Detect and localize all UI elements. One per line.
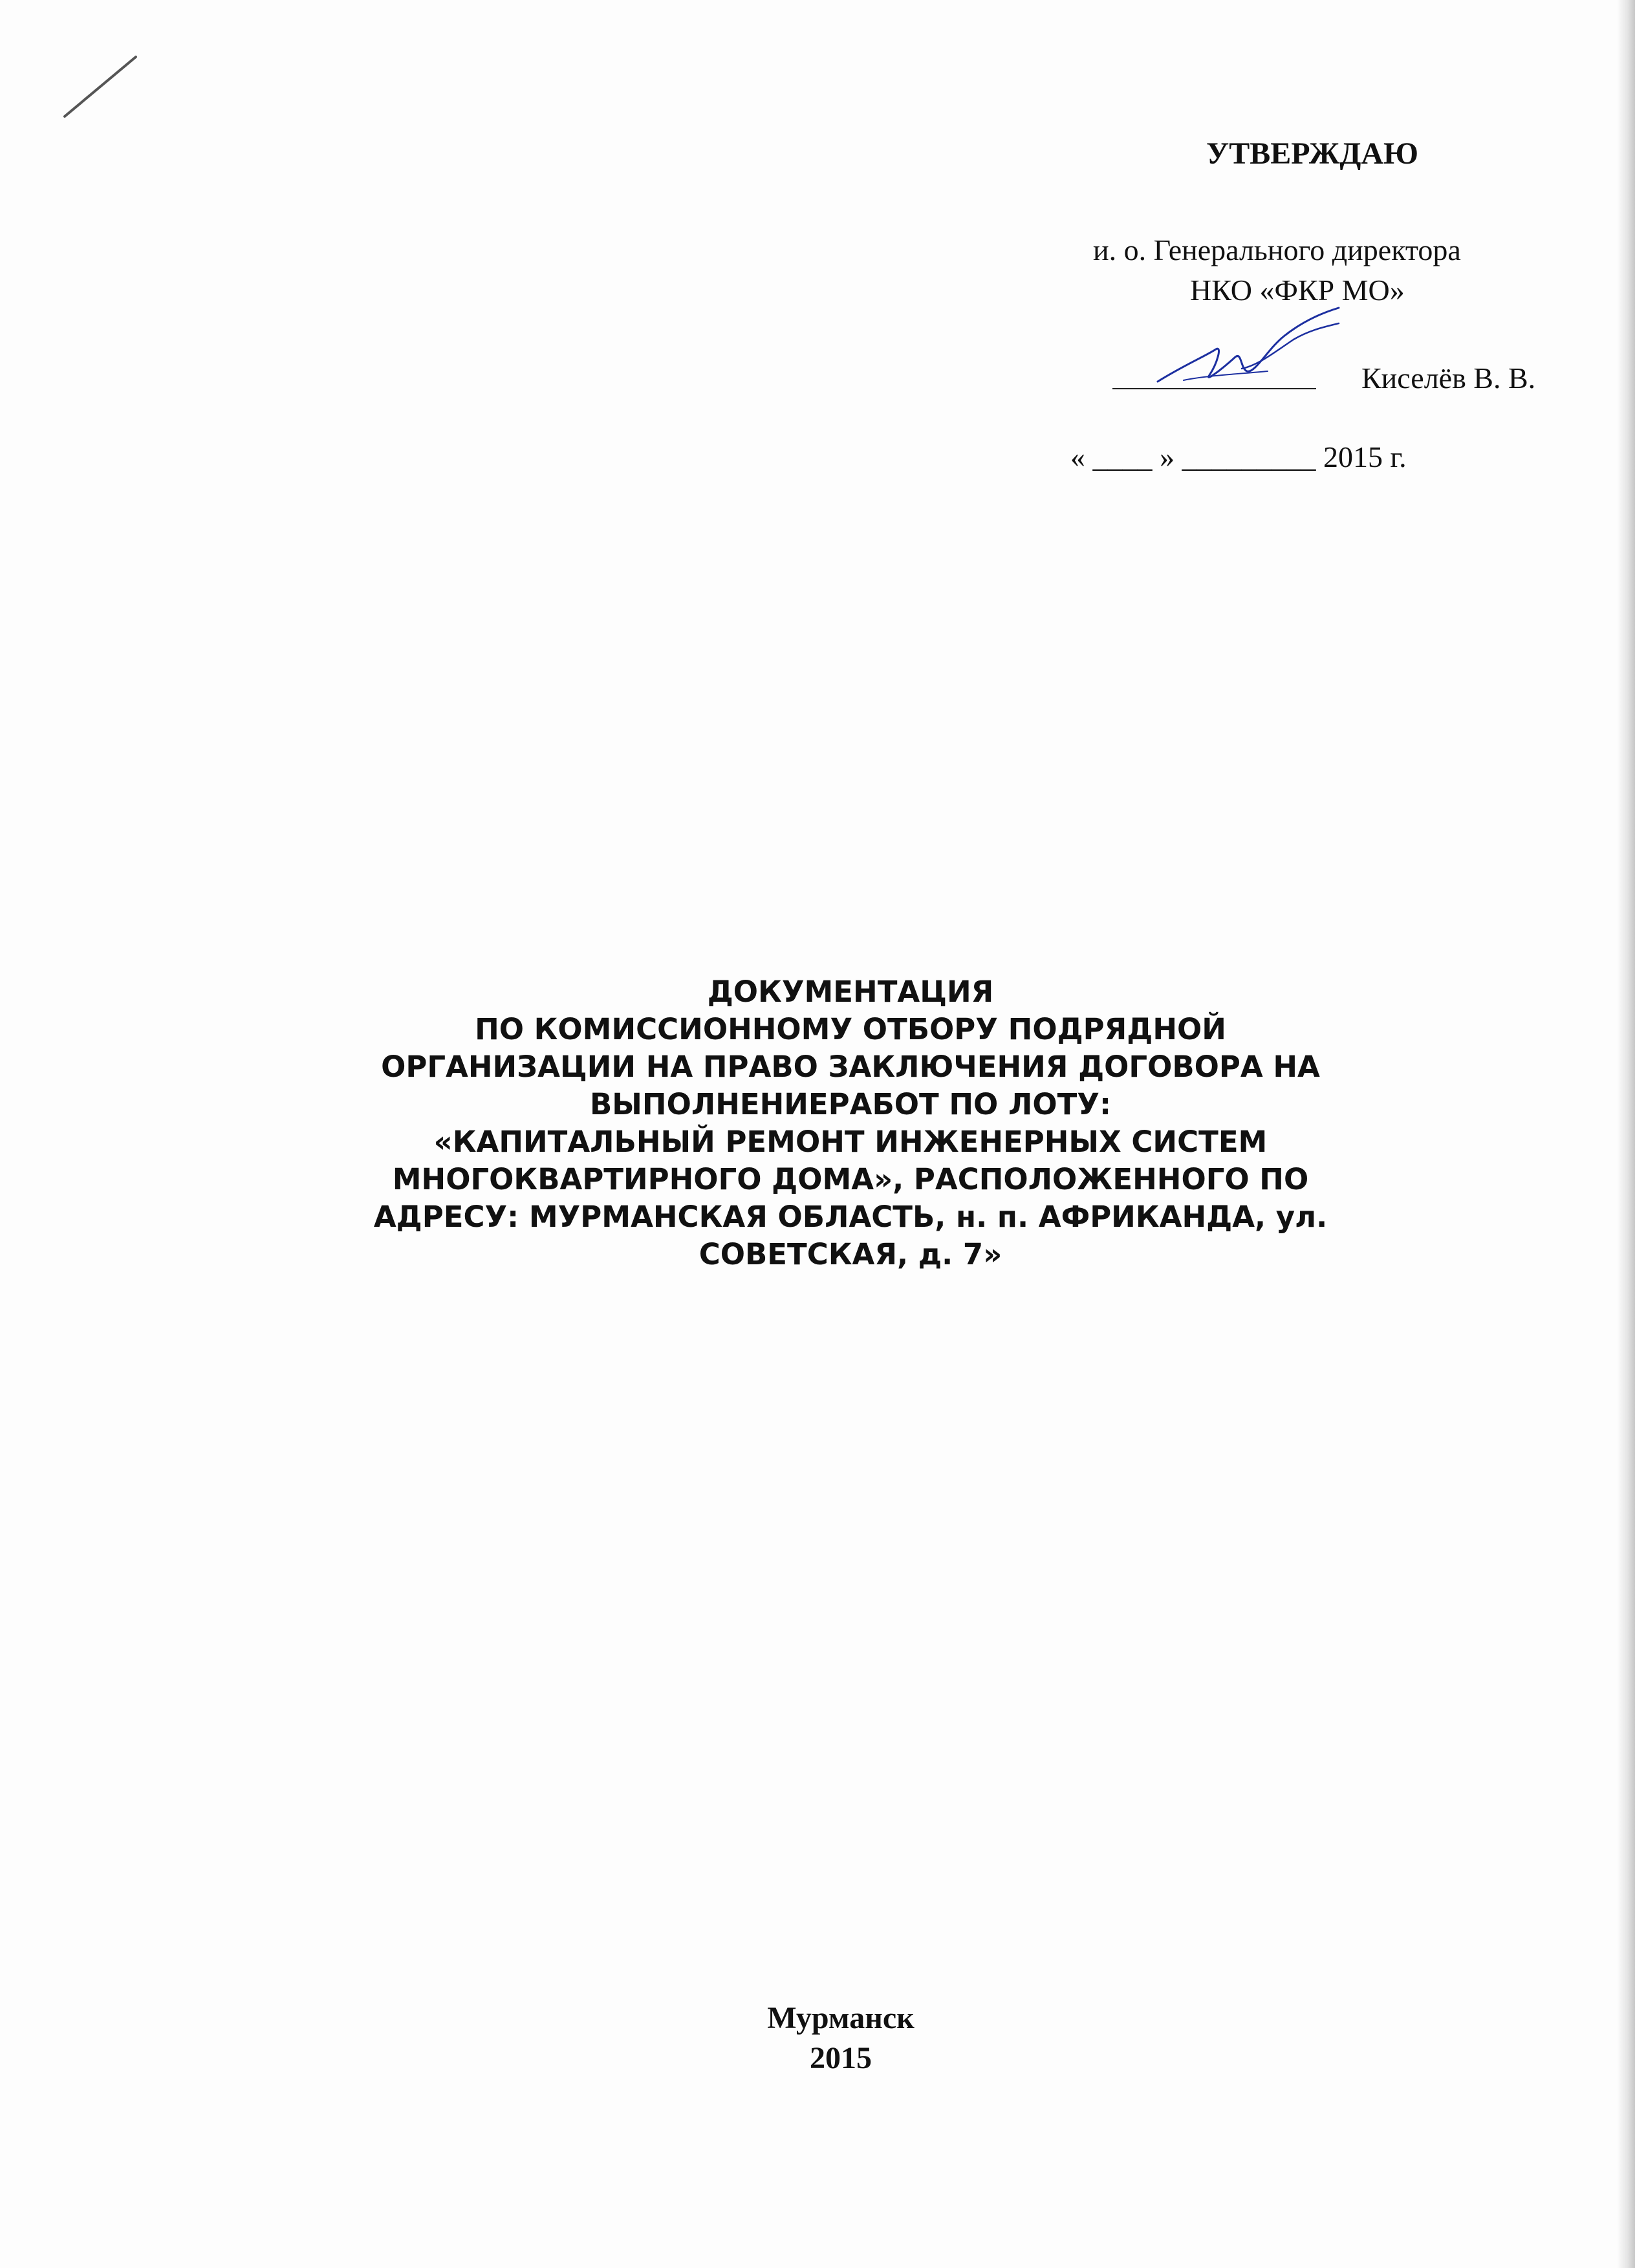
- approver-name: Киселёв В. В.: [1361, 362, 1536, 394]
- title-line: ВЫПОЛНЕНИЕРАБОТ ПО ЛОТУ:: [589, 1087, 1111, 1121]
- approval-heading: УТВЕРЖДАЮ: [1206, 136, 1419, 171]
- title-line: ДОКУМЕНТАЦИЯ: [707, 975, 994, 1009]
- approval-organization: НКО «ФКР МО»: [1190, 274, 1405, 307]
- approval-date-line: « ____ » _________ 2015 г.: [1070, 440, 1407, 473]
- title-line: ОРГАНИЗАЦИИ НА ПРАВО ЗАКЛЮЧЕНИЯ ДОГОВОРА НА: [381, 1050, 1320, 1084]
- footer-city: Мурманск: [767, 2001, 915, 2035]
- title-line: МНОГОКВАРТИРНОГО ДОМА», РАСПОЛОЖЕННОГО ПО: [392, 1162, 1309, 1196]
- title-line: «КАПИТАЛЬНЫЙ РЕМОНТ ИНЖЕНЕРНЫХ СИСТЕМ: [433, 1125, 1268, 1159]
- scan-edge-shadow: [1617, 0, 1635, 2268]
- footer-year: 2015: [810, 2041, 872, 2075]
- document-title: [323, 973, 1378, 1273]
- footer: [705, 1998, 977, 2079]
- title-line: АДРЕСУ: МУРМАНСКАЯ ОБЛАСТЬ, н. п. АФРИКАНДА, ул.: [373, 1200, 1328, 1234]
- pen-stroke-mark: [58, 52, 155, 123]
- signature-line: [1112, 388, 1316, 389]
- title-line: ПО КОМИССИОННОМУ ОТБОРУ ПОДРЯДНОЙ: [475, 1012, 1226, 1046]
- handwritten-signature: [1145, 304, 1352, 401]
- approval-role: и. о. Генерального директора: [1093, 233, 1461, 266]
- title-line: СОВЕТСКАЯ, д. 7»: [698, 1237, 1002, 1271]
